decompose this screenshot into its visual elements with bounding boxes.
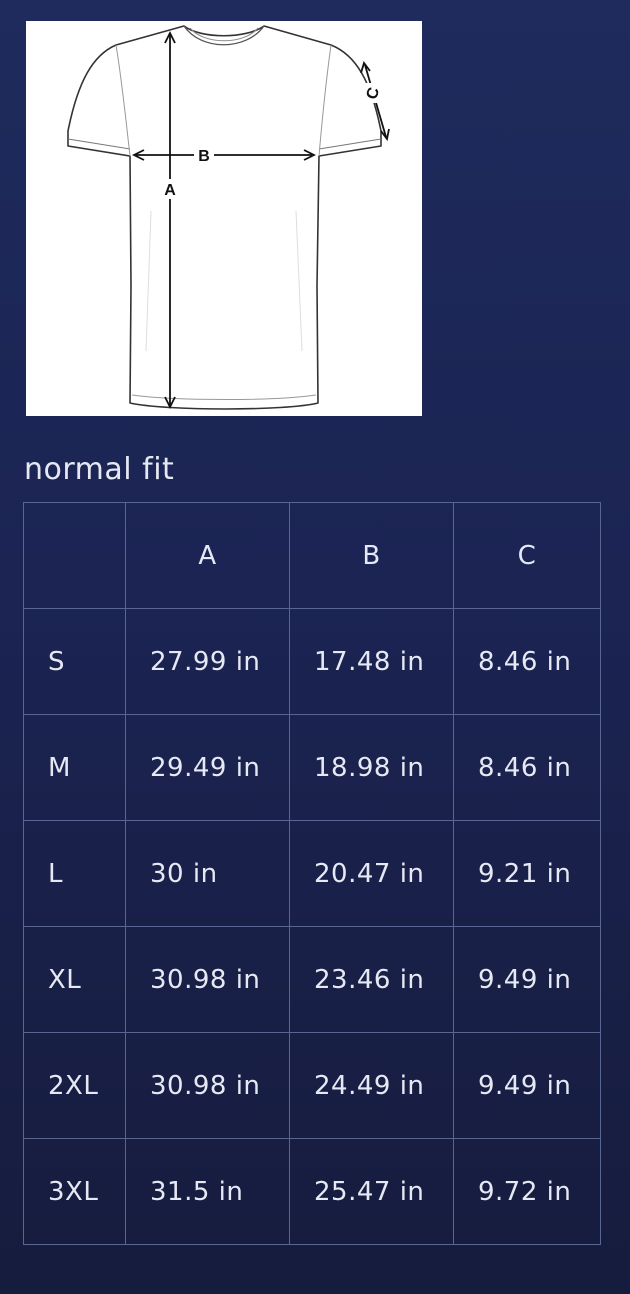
measure-a-cell: 31.5 in xyxy=(126,1139,290,1245)
measure-a-cell: 30 in xyxy=(126,821,290,927)
measure-c-cell: 9.49 in xyxy=(454,927,601,1033)
table-row xyxy=(24,1139,601,1245)
measure-c-cell: 8.46 in xyxy=(454,609,601,715)
table-row xyxy=(24,609,601,715)
header-cell-c: C xyxy=(454,503,601,609)
size-cell: M xyxy=(24,715,126,821)
header-cell-a: A xyxy=(126,503,290,609)
measure-b-cell: 18.98 in xyxy=(290,715,454,821)
measure-b-cell: 20.47 in xyxy=(290,821,454,927)
label-c: C xyxy=(363,85,384,102)
measure-c-cell: 9.21 in xyxy=(454,821,601,927)
measure-b-cell: 24.49 in xyxy=(290,1033,454,1139)
label-b: B xyxy=(198,148,210,165)
size-table xyxy=(23,502,601,1245)
table-header-row xyxy=(24,503,601,609)
tshirt-outline-icon xyxy=(26,21,422,416)
table-row xyxy=(24,821,601,927)
label-a: A xyxy=(164,182,176,199)
measure-a-cell: 30.98 in xyxy=(126,927,290,1033)
measure-b-cell: 25.47 in xyxy=(290,1139,454,1245)
header-cell-size xyxy=(24,503,126,609)
measure-c-cell: 8.46 in xyxy=(454,715,601,821)
measure-c-cell: 9.72 in xyxy=(454,1139,601,1245)
size-cell: L xyxy=(24,821,126,927)
fit-title: normal fit xyxy=(24,452,175,487)
measure-b-cell: 23.46 in xyxy=(290,927,454,1033)
table-row xyxy=(24,1033,601,1139)
measure-a-cell: 29.49 in xyxy=(126,715,290,821)
size-diagram xyxy=(26,21,422,416)
table-row xyxy=(24,927,601,1033)
size-cell: S xyxy=(24,609,126,715)
measure-a-cell: 30.98 in xyxy=(126,1033,290,1139)
size-cell: 3XL xyxy=(24,1139,126,1245)
size-cell: 2XL xyxy=(24,1033,126,1139)
measure-c-cell: 9.49 in xyxy=(454,1033,601,1139)
size-cell: XL xyxy=(24,927,126,1033)
measure-a-cell: 27.99 in xyxy=(126,609,290,715)
measure-b-cell: 17.48 in xyxy=(290,609,454,715)
table-row xyxy=(24,715,601,821)
header-cell-b: B xyxy=(290,503,454,609)
